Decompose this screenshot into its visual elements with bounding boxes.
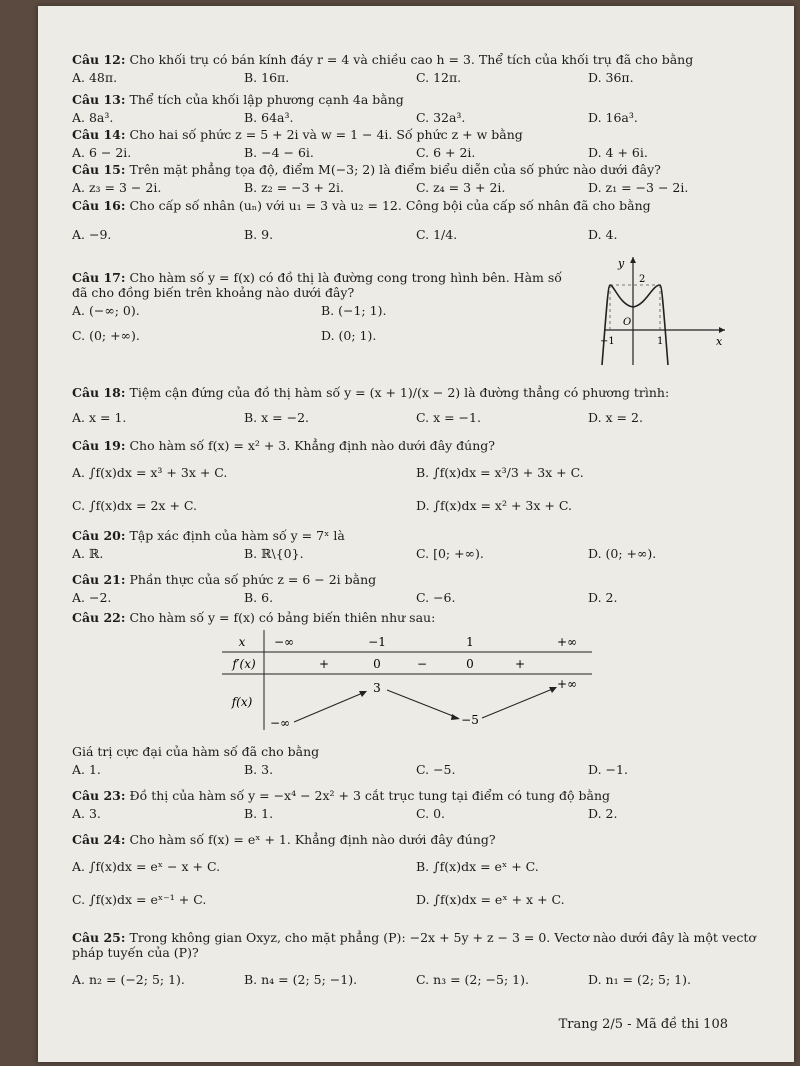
graph-xlabel: x xyxy=(716,335,723,348)
question-24 xyxy=(72,832,760,907)
option-c: C. n₃ = (2; −5; 1). xyxy=(416,972,529,987)
question-17 xyxy=(72,270,570,343)
option-a: A. ∫f(x)dx = x³ + 3x + C. xyxy=(72,465,228,480)
table-fp-val: 0 xyxy=(373,657,381,671)
question-text: Cho hàm số f(x) = x² + 3. Khẳng định nào dưới đây đúng? xyxy=(129,438,495,453)
option-b: B. z₂ = −3 + 2i. xyxy=(244,180,344,195)
question-text: Cho khối trụ có bán kính đáy r = 4 và chiều cao h = 3. Thể tích của khối trụ đã cho bằng xyxy=(129,52,694,67)
option-d: D. 4. xyxy=(588,227,618,242)
question-text: Cho hàm số f(x) = eˣ + 1. Khẳng định nào dưới đây đúng? xyxy=(129,832,496,847)
option-c: C. 1/4. xyxy=(416,227,458,242)
function-graph xyxy=(600,255,730,370)
option-d: D. x = 2. xyxy=(588,410,643,425)
question-text: Tiệm cận đứng của đồ thị hàm số y = (x + 1)/(x − 2) là đường thẳng có phương trình: xyxy=(129,385,670,400)
option-a: A. 1. xyxy=(72,762,101,777)
option-a: A. −2. xyxy=(72,590,112,605)
option-b: B. 64a³. xyxy=(244,110,294,125)
question-15 xyxy=(72,162,760,195)
option-d: D. ∫f(x)dx = eˣ + x + C. xyxy=(416,892,565,907)
question-text: Tập xác định của hàm số y = 7ˣ là xyxy=(129,528,345,543)
question-19 xyxy=(72,438,760,513)
question-label: Câu 13: xyxy=(72,92,126,107)
graph-label-2: 2 xyxy=(639,274,646,285)
question-16 xyxy=(72,198,760,242)
option-c: C. −5. xyxy=(416,762,456,777)
question-label: Câu 18: xyxy=(72,385,126,400)
question-text: Cho hàm số y = f(x) có bảng biến thiên như sau: xyxy=(129,610,436,625)
option-b: B. 9. xyxy=(244,227,274,242)
question-label: Câu 22: xyxy=(72,610,126,625)
table-x-head: x xyxy=(238,635,246,649)
question-label: Câu 12: xyxy=(72,52,126,67)
option-c: C. [0; +∞). xyxy=(416,546,484,561)
option-b: B. 1. xyxy=(244,806,274,821)
option-c: C. 0. xyxy=(416,806,445,821)
option-c: C. ∫f(x)dx = 2x + C. xyxy=(72,498,197,513)
question-text: Giá trị cực đại của hàm số đã cho bằng xyxy=(72,744,320,759)
question-text: Trên mặt phẳng tọa độ, điểm M(−3; 2) là điểm biểu diễn của số phức nào dưới đây? xyxy=(129,162,661,177)
question-label: Câu 14: xyxy=(72,127,126,142)
option-b: B. −4 − 6i. xyxy=(244,145,314,160)
table-fp-val: + xyxy=(514,657,526,671)
question-label: Câu 16: xyxy=(72,198,126,213)
option-a: A. ∫f(x)dx = eˣ − x + C. xyxy=(72,859,221,874)
question-text: Cho hàm số y = f(x) có đồ thị là đường cong trong hình bên. Hàm số đã cho đồng biến trên khoảng nào dưới đây? xyxy=(72,270,562,300)
option-d: D. (0; 1). xyxy=(321,328,377,343)
question-text: Đồ thị của hàm số y = −x⁴ − 2x² + 3 cắt trục tung tại điểm có tung độ bằng xyxy=(129,788,611,803)
option-c: C. z₄ = 3 + 2i. xyxy=(416,180,506,195)
option-c: C. 6 + 2i. xyxy=(416,145,476,160)
question-23 xyxy=(72,788,760,821)
option-a: A. 48π. xyxy=(72,70,118,85)
option-c: C. 32a³. xyxy=(416,110,466,125)
question-18 xyxy=(72,385,760,425)
option-d: D. ∫f(x)dx = x² + 3x + C. xyxy=(416,498,572,513)
question-13 xyxy=(72,92,760,125)
option-a: A. ℝ. xyxy=(72,546,104,561)
question-label: Câu 17: xyxy=(72,270,126,285)
question-20 xyxy=(72,528,760,561)
option-a: A. n₂ = (−2; 5; 1). xyxy=(72,972,185,987)
graph-label-1: 1 xyxy=(657,336,664,347)
option-d: D. 36π. xyxy=(588,70,634,85)
option-b: B. 3. xyxy=(244,762,274,777)
question-14 xyxy=(72,127,760,160)
option-c: C. 12π. xyxy=(416,70,462,85)
option-c: C. −6. xyxy=(416,590,456,605)
option-b: B. 16π. xyxy=(244,70,290,85)
option-c: C. (0; +∞). xyxy=(72,328,140,343)
question-label: Câu 20: xyxy=(72,528,126,543)
option-b: B. ∫f(x)dx = eˣ + C. xyxy=(416,859,539,874)
option-b: B. n₄ = (2; 5; −1). xyxy=(244,972,358,987)
option-b: B. ℝ\{0}. xyxy=(244,546,304,561)
question-22-ask xyxy=(72,744,760,777)
option-a: A. z₃ = 3 − 2i. xyxy=(72,180,162,195)
question-label: Câu 15: xyxy=(72,162,126,177)
option-a: A. 3. xyxy=(72,806,101,821)
question-label: Câu 19: xyxy=(72,438,126,453)
variation-table xyxy=(222,630,592,730)
option-b: B. 6. xyxy=(244,590,274,605)
question-text: Phần thực của số phức z = 6 − 2i bằng xyxy=(129,572,377,587)
question-label: Câu 25: xyxy=(72,930,126,945)
option-a: A. x = 1. xyxy=(72,410,127,425)
table-f-min: −5 xyxy=(461,713,479,727)
option-d: D. (0; +∞). xyxy=(588,546,657,561)
table-f-minusinf: −∞ xyxy=(269,716,291,730)
graph-origin: O xyxy=(623,317,632,328)
option-a: A. −9. xyxy=(72,227,112,242)
question-text: Cho hai số phức z = 5 + 2i và w = 1 − 4i. Số phức z + w bằng xyxy=(129,127,523,142)
question-12 xyxy=(72,52,760,85)
table-fp-head: f′(x) xyxy=(232,657,256,671)
graph-label-minus1: −1 xyxy=(600,336,615,347)
question-label: Câu 21: xyxy=(72,572,126,587)
question-22 xyxy=(72,610,760,625)
question-25 xyxy=(72,930,760,987)
table-fp-val: + xyxy=(318,657,330,671)
option-d: D. z₁ = −3 − 2i. xyxy=(588,180,689,195)
option-a: A. (−∞; 0). xyxy=(72,303,140,318)
question-label: Câu 24: xyxy=(72,832,126,847)
option-c: C. ∫f(x)dx = eˣ⁻¹ + C. xyxy=(72,892,207,907)
table-x-val: 1 xyxy=(466,635,474,649)
option-d: D. −1. xyxy=(588,762,628,777)
table-f-head: f(x) xyxy=(231,695,253,709)
question-text: Cho cấp số nhân (uₙ) với u₁ = 3 và u₂ = 12. Công bội của cấp số nhân đã cho bằng xyxy=(129,198,651,213)
table-x-val: +∞ xyxy=(556,635,578,649)
table-fp-val: 0 xyxy=(466,657,474,671)
table-fp-val: − xyxy=(416,657,428,671)
option-d: D. n₁ = (2; 5; 1). xyxy=(588,972,691,987)
option-d: D. 4 + 6i. xyxy=(588,145,648,160)
option-b: B. x = −2. xyxy=(244,410,310,425)
question-label: Câu 23: xyxy=(72,788,126,803)
graph-ylabel: y xyxy=(618,257,625,270)
table-x-val: −1 xyxy=(368,635,386,649)
option-a: A. 8a³. xyxy=(72,110,114,125)
option-d: D. 2. xyxy=(588,590,618,605)
table-x-val: −∞ xyxy=(273,635,295,649)
option-a: A. 6 − 2i. xyxy=(72,145,132,160)
option-d: D. 16a³. xyxy=(588,110,638,125)
table-f-plusinf: +∞ xyxy=(556,677,578,691)
option-b: B. ∫f(x)dx = x³/3 + 3x + C. xyxy=(416,465,584,480)
page-footer: Trang 2/5 - Mã đề thi 108 xyxy=(558,1017,728,1032)
option-b: B. (−1; 1). xyxy=(321,303,387,318)
option-c: C. x = −1. xyxy=(416,410,481,425)
question-21 xyxy=(72,572,760,605)
table-f-max: 3 xyxy=(373,681,381,695)
question-text: Trong không gian Oxyz, cho mặt phẳng (P): −2x + 5y + z − 3 = 0. Vectơ nào dưới đây là một vectơ pháp tuyến của (P)? xyxy=(72,930,756,960)
question-text: Thể tích của khối lập phương cạnh 4a bằng xyxy=(129,92,404,107)
option-d: D. 2. xyxy=(588,806,618,821)
